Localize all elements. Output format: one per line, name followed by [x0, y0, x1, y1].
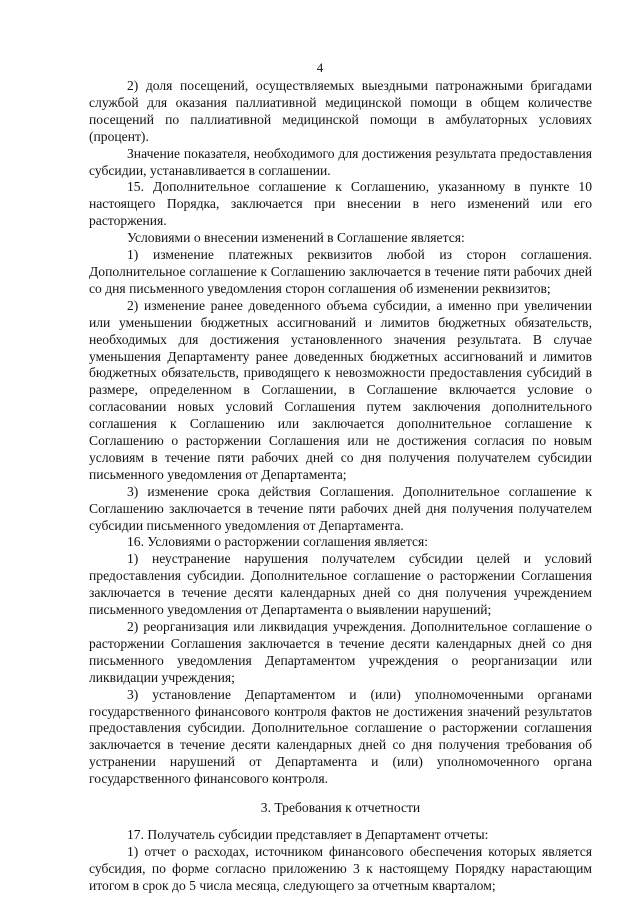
paragraph-clause-17: 17. Получатель субсидии представляет в Департамент отчеты:	[127, 826, 489, 842]
paragraph-change-1: 1) изменение платежных реквизитов любой из сторон соглашения. Дополнительное соглашение к Соглашению заключается в течение пяти рабочих дней со дня письменного уведомления сторон соглашения об изменении реквизитов;	[89, 247, 592, 296]
section-heading: 3. Требования к отчетности	[260, 800, 421, 816]
paragraph-change-2: 2) изменение ранее доведенного объема субсидии, а именно при увеличении или уменьшении бюджетных ассигнований и лимитов бюджетных обязательств, необходимых для достижения установленного значения результата. В случае уменьшения Департаменту ранее доведенных бюджетных ассигнований и лимитов бюджетных обязательств, приводящего к невозможности предоставления субсидий в размере, определенном в Соглашении, в Соглашение включается условие о согласовании новых условий Соглашения путем заключения дополнительного соглашения к Соглашению или заключается дополнительное соглашение к Соглашению о расторжении Соглашения или не достижения согласия по новым условиям в течение пяти рабочих дней со дня получения получателем субсидии письменного уведомления от Департамента;	[89, 297, 592, 482]
paragraph-report-1: 1) отчет о расходах, источником финансового обеспечения которых является субсидия, по форме согласно приложению 3 к настоящему Порядку нарастающим итогом в срок до 5 числа месяца, следующего за отчетным кварталом;	[89, 843, 592, 893]
paragraph-clause-15: 15. Дополнительное соглашение к Соглашению, указанному в пункте 10 настоящего Порядка, заключается при внесении в него изменений или его расторжения.	[89, 179, 592, 229]
paragraph-clause-16: 16. Условиями о расторжении соглашения является:	[127, 534, 429, 550]
paragraph-termination-2: 2) реорганизация или ликвидация учреждения. Дополнительное соглашение о расторжении Соглашения заключается в течение десяти календарных дней со дня письменного уведомления Департаментом учреждения о реорганизации или ликвидации учреждения;	[89, 619, 592, 685]
document-body	[89, 78, 592, 895]
paragraph-change-3: 3) изменение срока действия Соглашения. Дополнительное соглашение к Соглашению заключается в течение пяти рабочих дней дня получения получателем субсидии письменного уведомления от Департамента.	[89, 483, 592, 533]
paragraph-termination-1: 1) неустранение нарушения получателем субсидии целей и условий предоставления субсидии. Дополнительное соглашение о расторжении Соглашения заключается в течение десяти календарных дней со дня получения учреждением письменного уведомления от Департамента о выявлении нарушений;	[89, 551, 592, 618]
page-number: 4	[316, 60, 324, 75]
paragraph-indicator-value: Значение показателя, необходимого для достижения результата предоставления субсидии, устанавливается в соглашении.	[89, 145, 592, 178]
paragraph-visits-share: 2) доля посещений, осуществляемых выездными патронажными бригадами службой для оказания паллиативной медицинской помощи в общем количестве посещений по паллиативной медицинской помощи в амбулаторных условиях (процент).	[89, 78, 592, 144]
paragraph-change-conditions: Условиями о внесении изменений в Соглашение является:	[127, 230, 465, 246]
paragraph-termination-3: 3) установление Департаментом и (или) уполномоченными органами государственного финансового контроля фактов не достижения значений результатов предоставления субсидии. Дополнительное соглашение о расторжении соглашения заключается в течение десяти календарных дней со дня получения требования об устранении нарушений от Департамента и (или) уполномоченного органа государственного финансового контроля.	[89, 686, 592, 787]
